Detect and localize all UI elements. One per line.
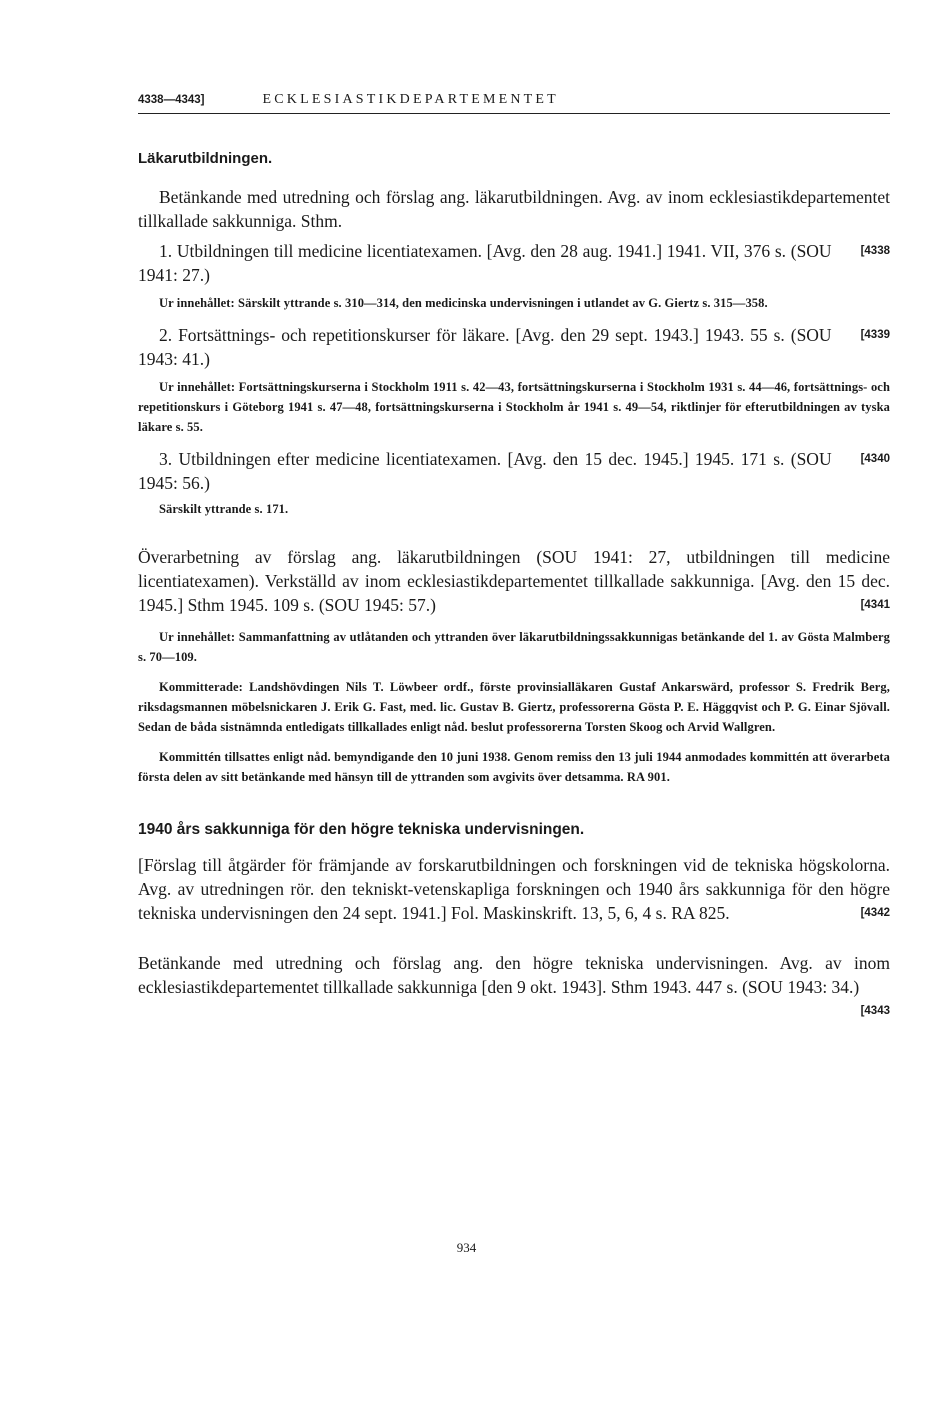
committee-appointment: Kommittén tillsattes enligt nåd. bemyndigande den 10 juni 1938. Genom remiss den 13 juli 1944 anmodades kommittén att överarbeta första delen av sitt betänkande med hänsyn till de yttranden som avgivits över detsamma. RA 901. (138, 750, 890, 784)
entry-text: 1. Utbildningen till medicine licentiatexamen. [Avg. den 28 aug. 1941.] 1941. VII, 376 s. (SOU 1941: 27.) (138, 241, 832, 285)
entry-number: [4343 (860, 1005, 890, 1017)
entry-4341 (138, 545, 890, 787)
section-intro: Betänkande med utredning och förslag ang. läkarutbildningen. Avg. av inom ecklesiastikdepartementet tillkallade sakkunniga. Sthm. (138, 187, 890, 231)
entry-text: Överarbetning av förslag ang. läkarutbildningen (SOU 1941: 27, utbildningen till medicine licentiatexamen). Verkställd av inom ecklesiastikdepartementet tillkallade sakkunniga. [Avg. den 15 dec. 1945.] Sthm 1945. 109 s. (SOU 1945: 57.) (138, 547, 890, 615)
page-body (138, 92, 890, 1023)
entry-number: [4342 (860, 907, 890, 919)
entry-text: 3. Utbildningen efter medicine licentiatexamen. [Avg. den 15 dec. 1945.] 1945. 171 s. (SOU 1945: 56.) (138, 449, 832, 493)
section-heading-lakarutbildningen: Läkarutbildningen. (138, 150, 273, 167)
entry-4339 (138, 323, 890, 437)
entry-text: [Förslag till åtgärder för främjande av forskarutbildningen och forskningen vid de tekniska högskolorna. Avg. av utredningen rör. den tekniskt-vetenskapliga forskningen och 1940 års sakkunniga för den högre tekniska undervisningen den 24 sept. 1941.] Fol. Maskinskrift. 13, 5, 6, 4 s. RA 825. (138, 855, 890, 923)
section-heading-tekniska: 1940 års sakkunniga för den högre tekniska undervisningen. (138, 821, 585, 838)
committee-members: Kommitterade: Landshövdingen Nils T. Löwbeer ordf., förste provinsialläkaren Gustaf Ankarswärd, professor S. Fredrik Berg, riksdagsmannen möbelsnickaren J. Erik G. Fast, med. lic. Gustav B. Giertz, professorerna Gösta P. E. Häggqvist och P. G. Einar Sjövall. Sedan de båda sistnämnda entledigats tillkallades enligt nåd. beslut professorerna Torsten Skoog och Arvid Wallgren. (138, 680, 890, 734)
entry-note: Ur innehållet: Sammanfattning av utlåtanden och yttranden över läkarutbildningssakkunnigas betänkande del 1. av Gösta Malmberg s. 70—109. (138, 630, 890, 664)
entry-text: 2. Fortsättnings- och repetitionskurser för läkare. [Avg. den 29 sept. 1943.] 1943. 55 s. (SOU 1943: 41.) (138, 325, 832, 369)
entry-4338 (138, 239, 890, 313)
entry-4343 (138, 951, 890, 1017)
entry-note: Ur innehållet: Särskilt yttrande s. 310—314, den medicinska undervisningen i utlandet av G. Giertz s. 315—358. (159, 296, 768, 310)
department-title: ECKLESIASTIKDEPARTEMENTET (262, 92, 559, 107)
entry-note: Ur innehållet: Fortsättningskurserna i Stockholm 1911 s. 42—43, fortsättningskurserna i Stockholm 1931 s. 44—46, fortsättnings- och repetitionskurs i Göteborg 1941 s. 47—48, fortsättningskurserna i Stockholm år 1941 s. 49—54, riktlinjer för efterutbildningen av tyska läkare s. 55. (138, 380, 890, 434)
entry-range: 4338—4343] (138, 94, 205, 106)
entry-4342 (138, 853, 890, 925)
entry-number: [4339 (860, 329, 890, 341)
page-number: 934 (456, 1240, 477, 1255)
entry-note: Särskilt yttrande s. 171. (159, 502, 289, 516)
entry-number: [4338 (860, 245, 890, 257)
entry-text: Betänkande med utredning och förslag ang. den högre tekniska undervisningen. Avg. av inom ecklesiastikdepartementet tillkallade sakkunniga [den 9 okt. 1943]. Sthm 1943. 447 s. (SOU 1943: 34.) (138, 953, 890, 997)
entry-number: [4341 (860, 599, 890, 611)
entry-4340 (138, 447, 890, 519)
running-header (138, 92, 890, 114)
entry-number: [4340 (860, 453, 890, 465)
